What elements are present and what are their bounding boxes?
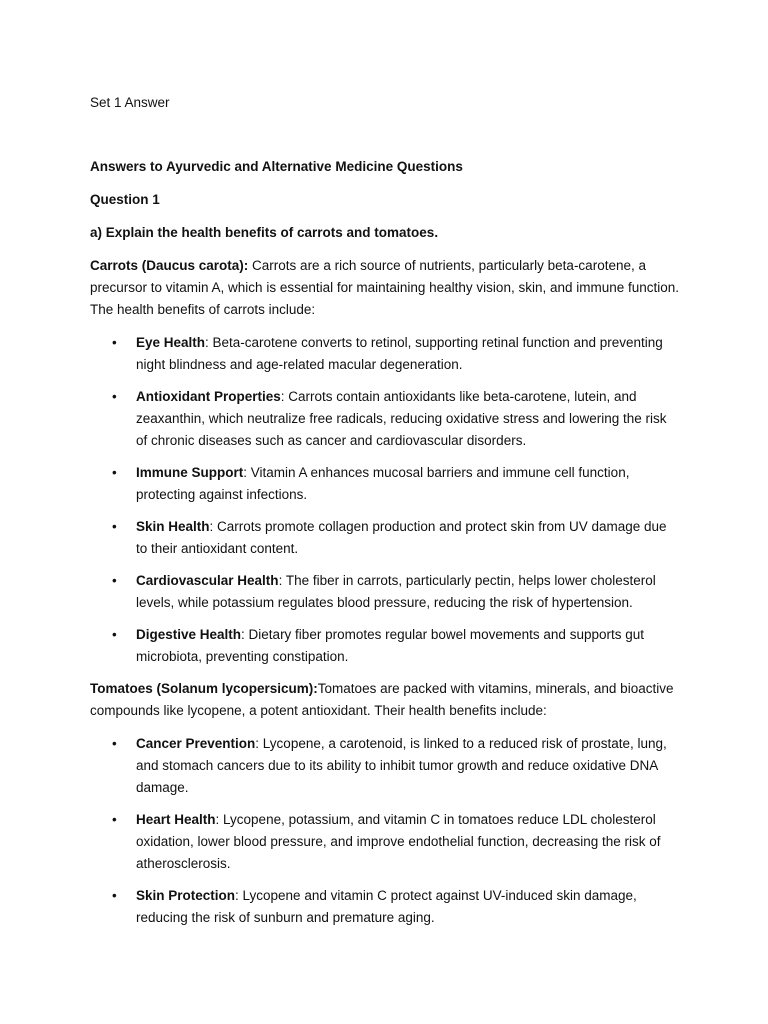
- benefit-text: : Dietary fiber promotes regular bowel movements and supports gut microbiota, preventing constipation.: [136, 627, 644, 664]
- benefit-text: : Lycopene and vitamin C protect against UV-induced skin damage, reducing the risk of sunburn and premature aging.: [136, 888, 637, 925]
- carrots-label: Carrots (Daucus carota):: [90, 258, 249, 273]
- tomatoes-label: Tomatoes (Solanum lycopersicum):: [90, 681, 318, 696]
- bullet-icon: •: [112, 573, 117, 588]
- list-item: [90, 733, 680, 799]
- carrots-intro: [90, 255, 680, 321]
- bullet-icon: •: [112, 627, 117, 642]
- document-body: [90, 92, 680, 939]
- document-title: Answers to Ayurvedic and Alternative Medicine Questions: [90, 159, 463, 174]
- benefit-text: : Lycopene, a carotenoid, is linked to a reduced risk of prostate, lung, and stomach cancers due to its ability to inhibit tumor growth and reduce oxidative DNA damage.: [136, 736, 667, 795]
- benefit-text: : Vitamin A enhances mucosal barriers and immune cell function, protecting against infections.: [136, 465, 630, 502]
- carrots-benefits-list: [90, 332, 680, 668]
- list-item: [90, 386, 680, 452]
- subquestion-heading: a) Explain the health benefits of carrots and tomatoes.: [90, 225, 439, 240]
- tomatoes-intro: [90, 678, 680, 722]
- benefit-title: Cancer Prevention: [136, 736, 256, 751]
- benefit-title: Skin Protection: [136, 888, 236, 903]
- list-item: [90, 570, 680, 614]
- question-heading: Question 1: [90, 192, 160, 207]
- bullet-icon: •: [112, 736, 117, 751]
- bullet-icon: •: [112, 335, 117, 350]
- benefit-text: : Carrots contain antioxidants like beta-carotene, lutein, and zeaxanthin, which neutralize free radicals, reducing oxidative stress and lowering the risk of chronic diseases such as cancer and cardiovascular disorders.: [136, 389, 667, 448]
- bullet-icon: •: [112, 888, 117, 903]
- list-item: [90, 624, 680, 668]
- bullet-icon: •: [112, 519, 117, 534]
- bullet-icon: •: [112, 465, 117, 480]
- tomatoes-benefits-list: [90, 733, 680, 929]
- benefit-text: : Carrots promote collagen production and protect skin from UV damage due to their antioxidant content.: [136, 519, 667, 556]
- benefit-title: Immune Support: [136, 465, 244, 480]
- list-item: [90, 332, 680, 376]
- benefit-text: : Beta-carotene converts to retinol, supporting retinal function and preventing night blindness and age-related macular degeneration.: [136, 335, 663, 372]
- benefit-title: Antioxidant Properties: [136, 389, 281, 404]
- benefit-text: : The fiber in carrots, particularly pectin, helps lower cholesterol levels, while potassium regulates blood pressure, reducing the risk of hypertension.: [136, 573, 656, 610]
- list-item: [90, 462, 680, 506]
- tomatoes-intro-text: Tomatoes are packed with vitamins, minerals, and bioactive compounds like lycopene, a potent antioxidant. Their health benefits include:: [90, 681, 674, 718]
- set-label: Set 1 Answer: [90, 95, 170, 110]
- list-item: [90, 885, 680, 929]
- list-item: [90, 809, 680, 875]
- benefit-title: Skin Health: [136, 519, 210, 534]
- benefit-title: Heart Health: [136, 812, 216, 827]
- list-item: [90, 516, 680, 560]
- bullet-icon: •: [112, 389, 117, 404]
- benefit-text: : Lycopene, potassium, and vitamin C in tomatoes reduce LDL cholesterol oxidation, lower blood pressure, and improve endothelial function, decreasing the risk of atherosclerosis.: [136, 812, 661, 871]
- benefit-title: Eye Health: [136, 335, 206, 350]
- bullet-icon: •: [112, 812, 117, 827]
- carrots-intro-text: Carrots are a rich source of nutrients, particularly beta-carotene, a precursor to vitamin A, which is essential for maintaining healthy vision, skin, and immune function. The health benefits of carrots include:: [90, 258, 680, 317]
- benefit-title: Cardiovascular Health: [136, 573, 279, 588]
- benefit-title: Digestive Health: [136, 627, 242, 642]
